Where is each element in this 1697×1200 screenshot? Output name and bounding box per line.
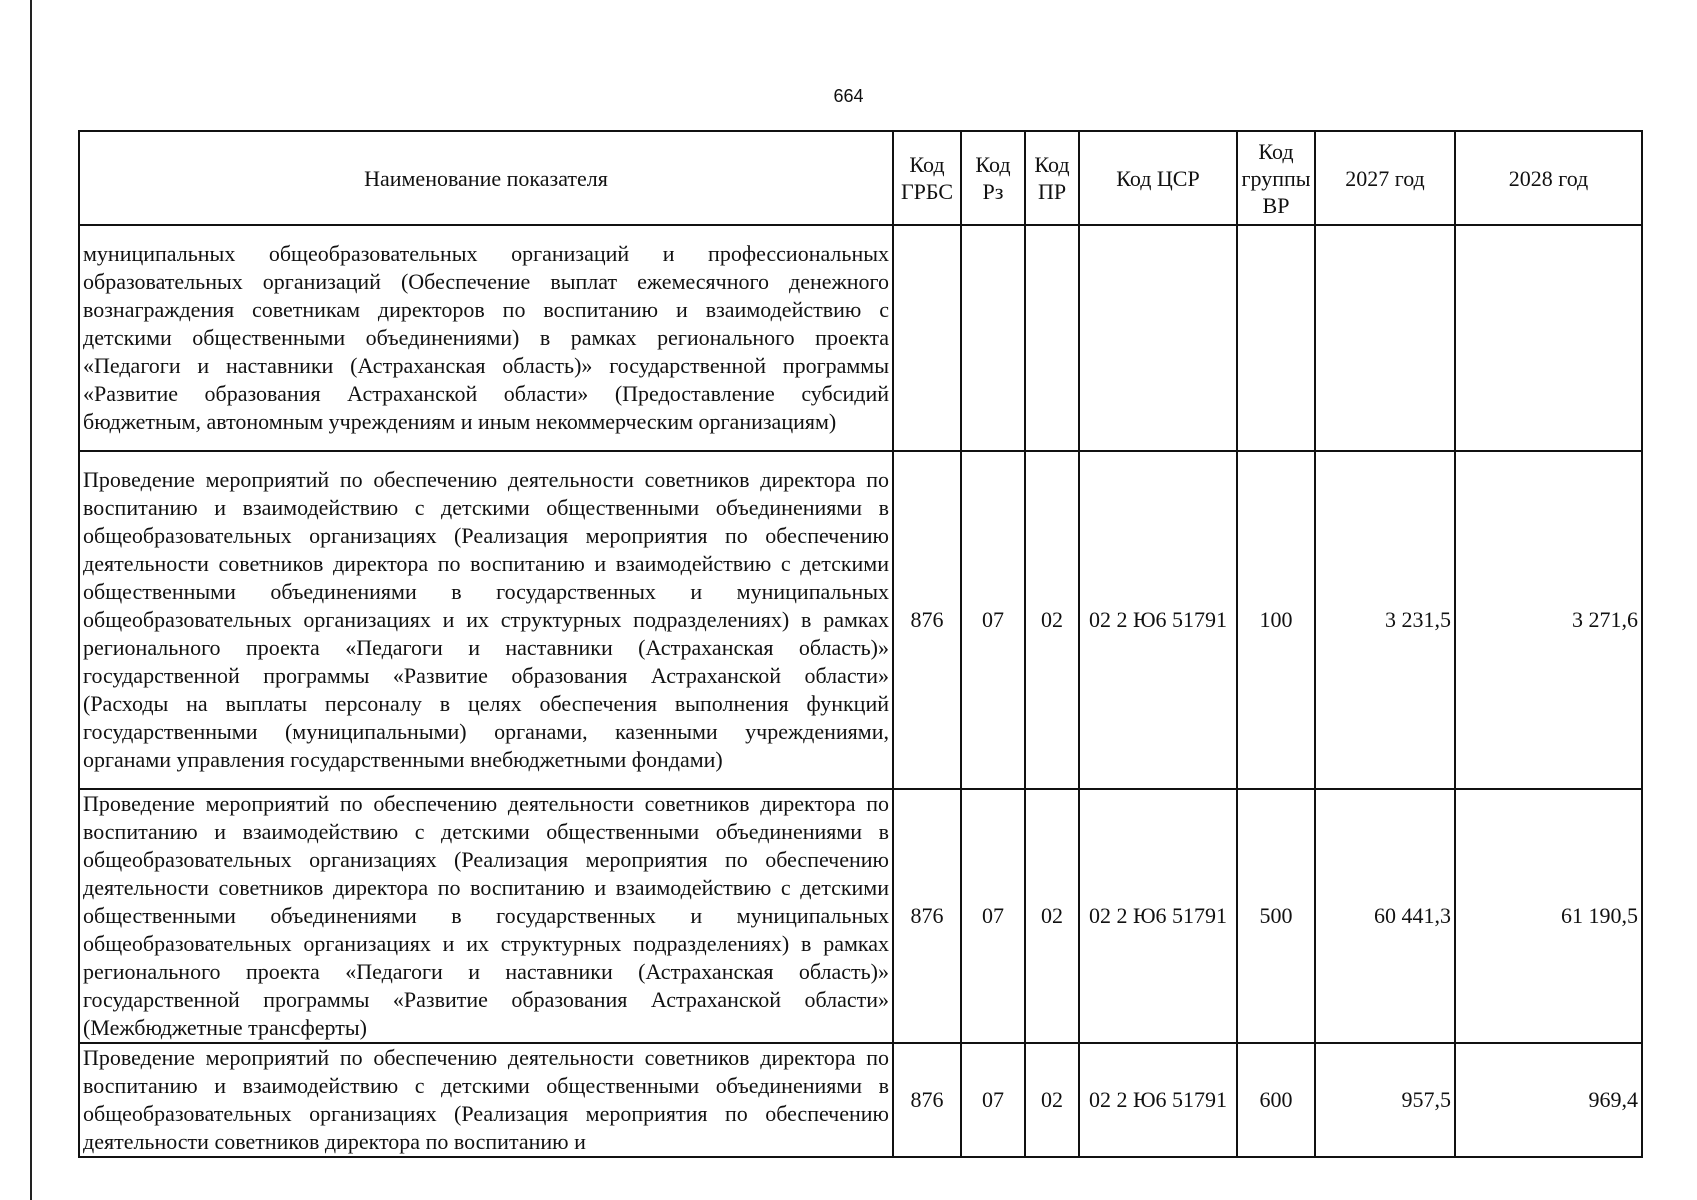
header-rz: Код Рз bbox=[961, 131, 1025, 225]
row-2027-cell: 60 441,3 bbox=[1315, 789, 1455, 1043]
row-csr-cell: 02 2 Ю6 51791 bbox=[1079, 789, 1237, 1043]
header-2027: 2027 год bbox=[1315, 131, 1455, 225]
table-row bbox=[79, 1043, 1642, 1157]
row-pr-cell: 02 bbox=[1025, 1043, 1079, 1157]
header-pr: Код ПР bbox=[1025, 131, 1079, 225]
row-pr-cell: 02 bbox=[1025, 789, 1079, 1043]
row-csr-cell bbox=[1079, 225, 1237, 451]
header-grbs: Код ГРБС bbox=[893, 131, 961, 225]
row-name-cell: Проведение мероприятий по обеспечению деятельности советников директора по воспитанию и взаимодействию с детскими общественными объединениями в общеобразовательных организациях (Реализация мероприятия по обеспечению деятельности советников директора по воспитанию и bbox=[79, 1043, 893, 1157]
table-header-row bbox=[79, 131, 1642, 225]
row-vr-cell: 600 bbox=[1237, 1043, 1315, 1157]
row-2028-cell: 3 271,6 bbox=[1455, 451, 1642, 789]
row-rz-cell: 07 bbox=[961, 1043, 1025, 1157]
header-name: Наименование показателя bbox=[79, 131, 893, 225]
row-vr-cell: 500 bbox=[1237, 789, 1315, 1043]
row-2028-cell: 969,4 bbox=[1455, 1043, 1642, 1157]
header-csr: Код ЦСР bbox=[1079, 131, 1237, 225]
row-2027-cell: 3 231,5 bbox=[1315, 451, 1455, 789]
row-grbs-cell: 876 bbox=[893, 789, 961, 1043]
page-number: 664 bbox=[833, 86, 864, 106]
row-name-cell: Проведение мероприятий по обеспечению деятельности советников директора по воспитанию и взаимодействию с детскими общественными объединениями в общеобразовательных организациях (Реализация мероприятия по обеспечению деятельности советников директора по воспитанию и взаимодействию с детскими общественными объединениями в государственных и муниципальных общеобразовательных организациях и их структурных подразделениях) в рамках регионального проекта «Педагоги и наставники (Астраханская область)» государственной программы «Развитие образования Астраханской области» (Межбюджетные трансферты) bbox=[79, 789, 893, 1043]
header-vr: Код группы ВР bbox=[1237, 131, 1315, 225]
budget-table bbox=[78, 130, 1643, 1158]
row-grbs-cell bbox=[893, 225, 961, 451]
table-row bbox=[79, 225, 1642, 451]
row-rz-cell: 07 bbox=[961, 451, 1025, 789]
table-row bbox=[79, 451, 1642, 789]
row-rz-cell bbox=[961, 225, 1025, 451]
row-2028-cell: 61 190,5 bbox=[1455, 789, 1642, 1043]
row-2028-cell bbox=[1455, 225, 1642, 451]
row-csr-cell: 02 2 Ю6 51791 bbox=[1079, 1043, 1237, 1157]
row-2027-cell bbox=[1315, 225, 1455, 451]
row-grbs-cell: 876 bbox=[893, 451, 961, 789]
row-2027-cell: 957,5 bbox=[1315, 1043, 1455, 1157]
row-csr-cell: 02 2 Ю6 51791 bbox=[1079, 451, 1237, 789]
left-margin-line bbox=[30, 0, 32, 1200]
row-rz-cell: 07 bbox=[961, 789, 1025, 1043]
header-2028: 2028 год bbox=[1455, 131, 1642, 225]
row-pr-cell: 02 bbox=[1025, 451, 1079, 789]
row-grbs-cell: 876 bbox=[893, 1043, 961, 1157]
row-name-cell: Проведение мероприятий по обеспечению деятельности советников директора по воспитанию и взаимодействию с детскими общественными объединениями в общеобразовательных организациях (Реализация мероприятия по обеспечению деятельности советников директора по воспитанию и взаимодействию с детскими общественными объединениями в государственных и муниципальных общеобразовательных организациях и их структурных подразделениях) в рамках регионального проекта «Педагоги и наставники (Астраханская область)» государственной программы «Развитие образования Астраханской области» (Расходы на выплаты персоналу в целях обеспечения выполнения функций государственными (муниципальными) органами, казенными учреждениями, органами управления государственными внебюджетными фондами) bbox=[79, 451, 893, 789]
table-row bbox=[79, 789, 1642, 1043]
row-vr-cell bbox=[1237, 225, 1315, 451]
row-vr-cell: 100 bbox=[1237, 451, 1315, 789]
row-pr-cell bbox=[1025, 225, 1079, 451]
row-name-cell: муниципальных общеобразовательных организаций и профессиональных образовательных организаций (Обеспечение выплат ежемесячного денежного вознаграждения советникам директоров по воспитанию и взаимодействию с детскими общественными объединениями) в рамках регионального проекта «Педагоги и наставники (Астраханская область)» государственной программы «Развитие образования Астраханской области» (Предоставление субсидий бюджетным, автономным учреждениям и иным некоммерческим организациям) bbox=[79, 225, 893, 451]
